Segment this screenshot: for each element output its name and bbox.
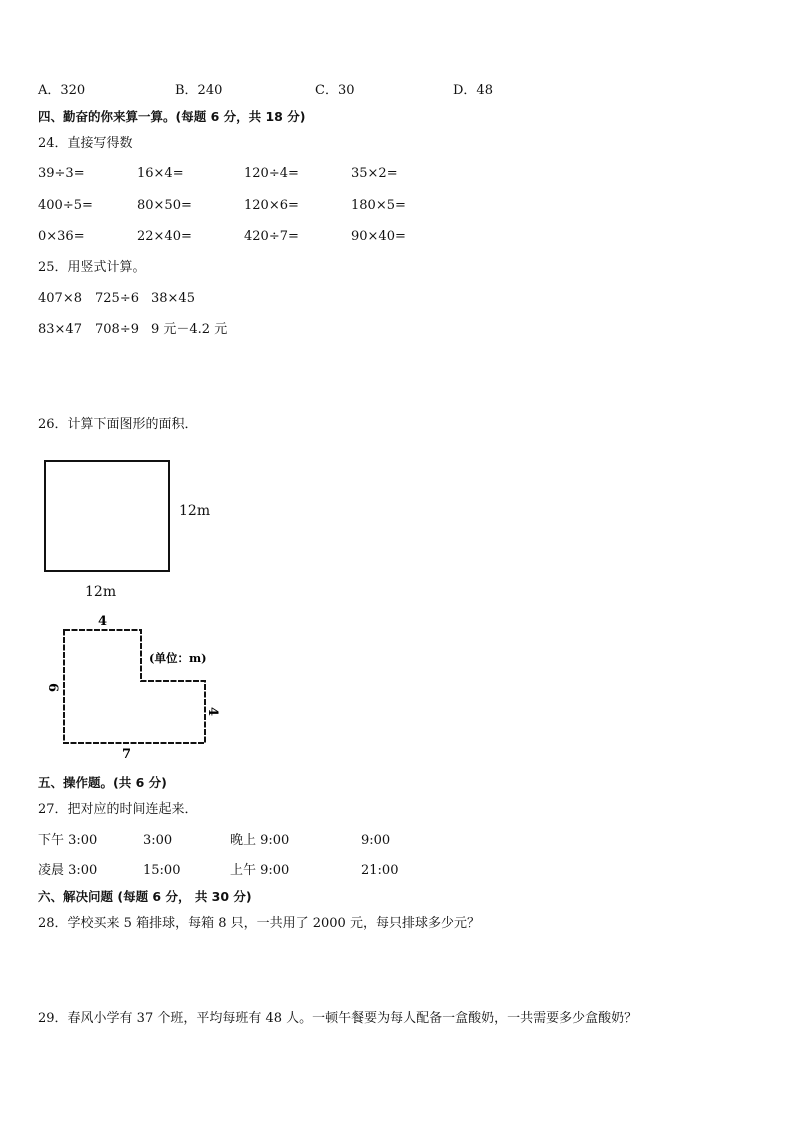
l-shape-right-label: 4: [205, 707, 220, 717]
option-c: C．30: [315, 83, 355, 98]
q25-cell: 38×45: [151, 291, 195, 306]
section-header-5: 五、操作题。(共 6 分): [38, 775, 167, 790]
question-28: 28．学校买来 5 箱排球，每箱 8 只，一共用了 2000 元，每只排球多少元？: [38, 916, 480, 931]
q27-cell: 15:00: [143, 863, 181, 878]
q24-cell: 16×4=: [137, 166, 184, 181]
l-shape-left-label: 6: [45, 683, 60, 693]
q24-cell: 22×40=: [137, 229, 192, 244]
q24-cell: 180×5=: [351, 198, 406, 213]
q24-cell: 0×36=: [38, 229, 85, 244]
option-a: A．320: [38, 83, 86, 98]
l-shape-outline: [64, 630, 205, 743]
q24-cell: 90×40=: [351, 229, 406, 244]
q24-cell: 400÷5=: [38, 198, 93, 213]
q24-cell: 120×6=: [244, 198, 299, 213]
question-29: 29．春风小学有 37 个班，平均每班有 48 人。一顿午餐要为每人配备一盒酸奶，一共需要多少盒酸奶？: [38, 1011, 638, 1026]
q24-cell: 120÷4=: [244, 166, 299, 181]
q25-cell: 708÷9: [95, 322, 139, 337]
option-d: D．48: [453, 83, 493, 98]
q27-cell: 下午 3:00: [38, 833, 98, 848]
q24-cell: 35×2=: [351, 166, 398, 181]
question-25-title: 25．用竖式计算。: [38, 260, 146, 275]
question-26-title: 26．计算下面图形的面积．: [38, 417, 198, 432]
square-side-label: 12m: [179, 503, 211, 519]
q24-cell: 39÷3=: [38, 166, 85, 181]
q25-cell: 407×8: [38, 291, 82, 306]
square-figure: [44, 460, 170, 572]
q24-cell: 80×50=: [137, 198, 192, 213]
q27-cell: 9:00: [361, 833, 391, 848]
section-header-4: 四、勤奋的你来算一算。(每题 6 分，共 18 分): [38, 109, 306, 124]
q24-cell: 420÷7=: [244, 229, 299, 244]
option-b: B．240: [175, 83, 223, 98]
q27-cell: 3:00: [143, 833, 173, 848]
l-shape-top-label: 4: [98, 614, 108, 629]
q27-cell: 晚上 9:00: [230, 833, 290, 848]
q25-cell: 83×47: [38, 322, 82, 337]
unit-note: (单位：m): [149, 651, 207, 665]
question-27-title: 27．把对应的时间连起来．: [38, 802, 198, 817]
q27-cell: 凌晨 3:00: [38, 863, 98, 878]
square-bottom-label: 12m: [85, 584, 117, 600]
l-shape-figure: [40, 610, 240, 770]
q25-cell: 9 元－4.2 元: [151, 322, 228, 337]
q27-cell: 上午 9:00: [230, 863, 290, 878]
q27-cell: 21:00: [361, 863, 399, 878]
q25-cell: 725÷6: [95, 291, 139, 306]
question-24-title: 24．直接写得数: [38, 136, 133, 151]
section-header-6: 六、解决问题 (每题 6 分， 共 30 分): [38, 889, 252, 904]
l-shape-bottom-label: 7: [122, 747, 132, 762]
